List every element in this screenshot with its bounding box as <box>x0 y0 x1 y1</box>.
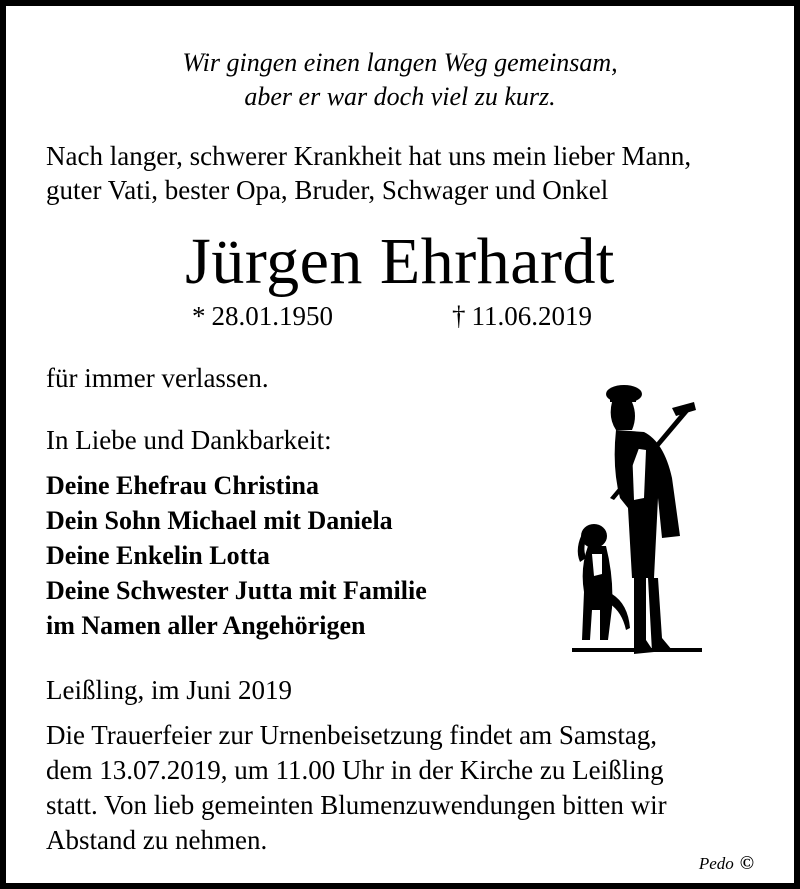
motto-line-1: Wir gingen einen langen Weg gemeinsam, <box>182 48 618 77</box>
cross-icon: † <box>452 301 466 331</box>
mourner-line: Deine Enkelin Lotta <box>46 541 270 570</box>
funeral-info-line: Die Trauerfeier zur Urnenbeisetzung findet am Samstag, <box>46 720 658 750</box>
death-date-line <box>452 300 592 332</box>
signature <box>699 853 754 875</box>
hunter-with-dog-icon <box>572 378 702 668</box>
funeral-info-line: Abstand zu nehmen. <box>46 825 268 855</box>
mourners-intro: In Liebe und Dankbarkeit: <box>46 425 332 455</box>
funeral-info-line: statt. Von lieb gemeinten Blumenzuwendungen bitten wir <box>46 790 667 820</box>
intro-line-2: guter Vati, bester Opa, Bruder, Schwager und Onkel <box>46 175 609 205</box>
closing-text: für immer verlassen. <box>46 363 269 393</box>
death-date: 11.06.2019 <box>471 301 592 331</box>
deceased-name: Jürgen Ehrhardt <box>185 225 615 298</box>
mourner-line: Dein Sohn Michael mit Daniela <box>46 506 393 535</box>
birth-star-icon: * <box>192 301 206 331</box>
signature-text: Pedo <box>698 854 734 873</box>
place-date: Leißling, im Juni 2019 <box>46 675 292 705</box>
birth-date-line <box>192 300 333 332</box>
mourner-line: Deine Schwester Jutta mit Familie <box>46 576 427 605</box>
funeral-info-line: dem 13.07.2019, um 11.00 Uhr in der Kirche zu Leißling <box>46 755 664 785</box>
mourner-line: im Namen aller Angehörigen <box>46 611 366 640</box>
intro-line-1: Nach langer, schwerer Krankheit hat uns mein lieber Mann, <box>46 141 692 171</box>
motto-line-2: aber er war doch viel zu kurz. <box>244 82 556 111</box>
copyright-icon: © <box>739 853 754 874</box>
mourner-line: Deine Ehefrau Christina <box>46 471 319 500</box>
birth-date: 28.01.1950 <box>211 301 333 331</box>
